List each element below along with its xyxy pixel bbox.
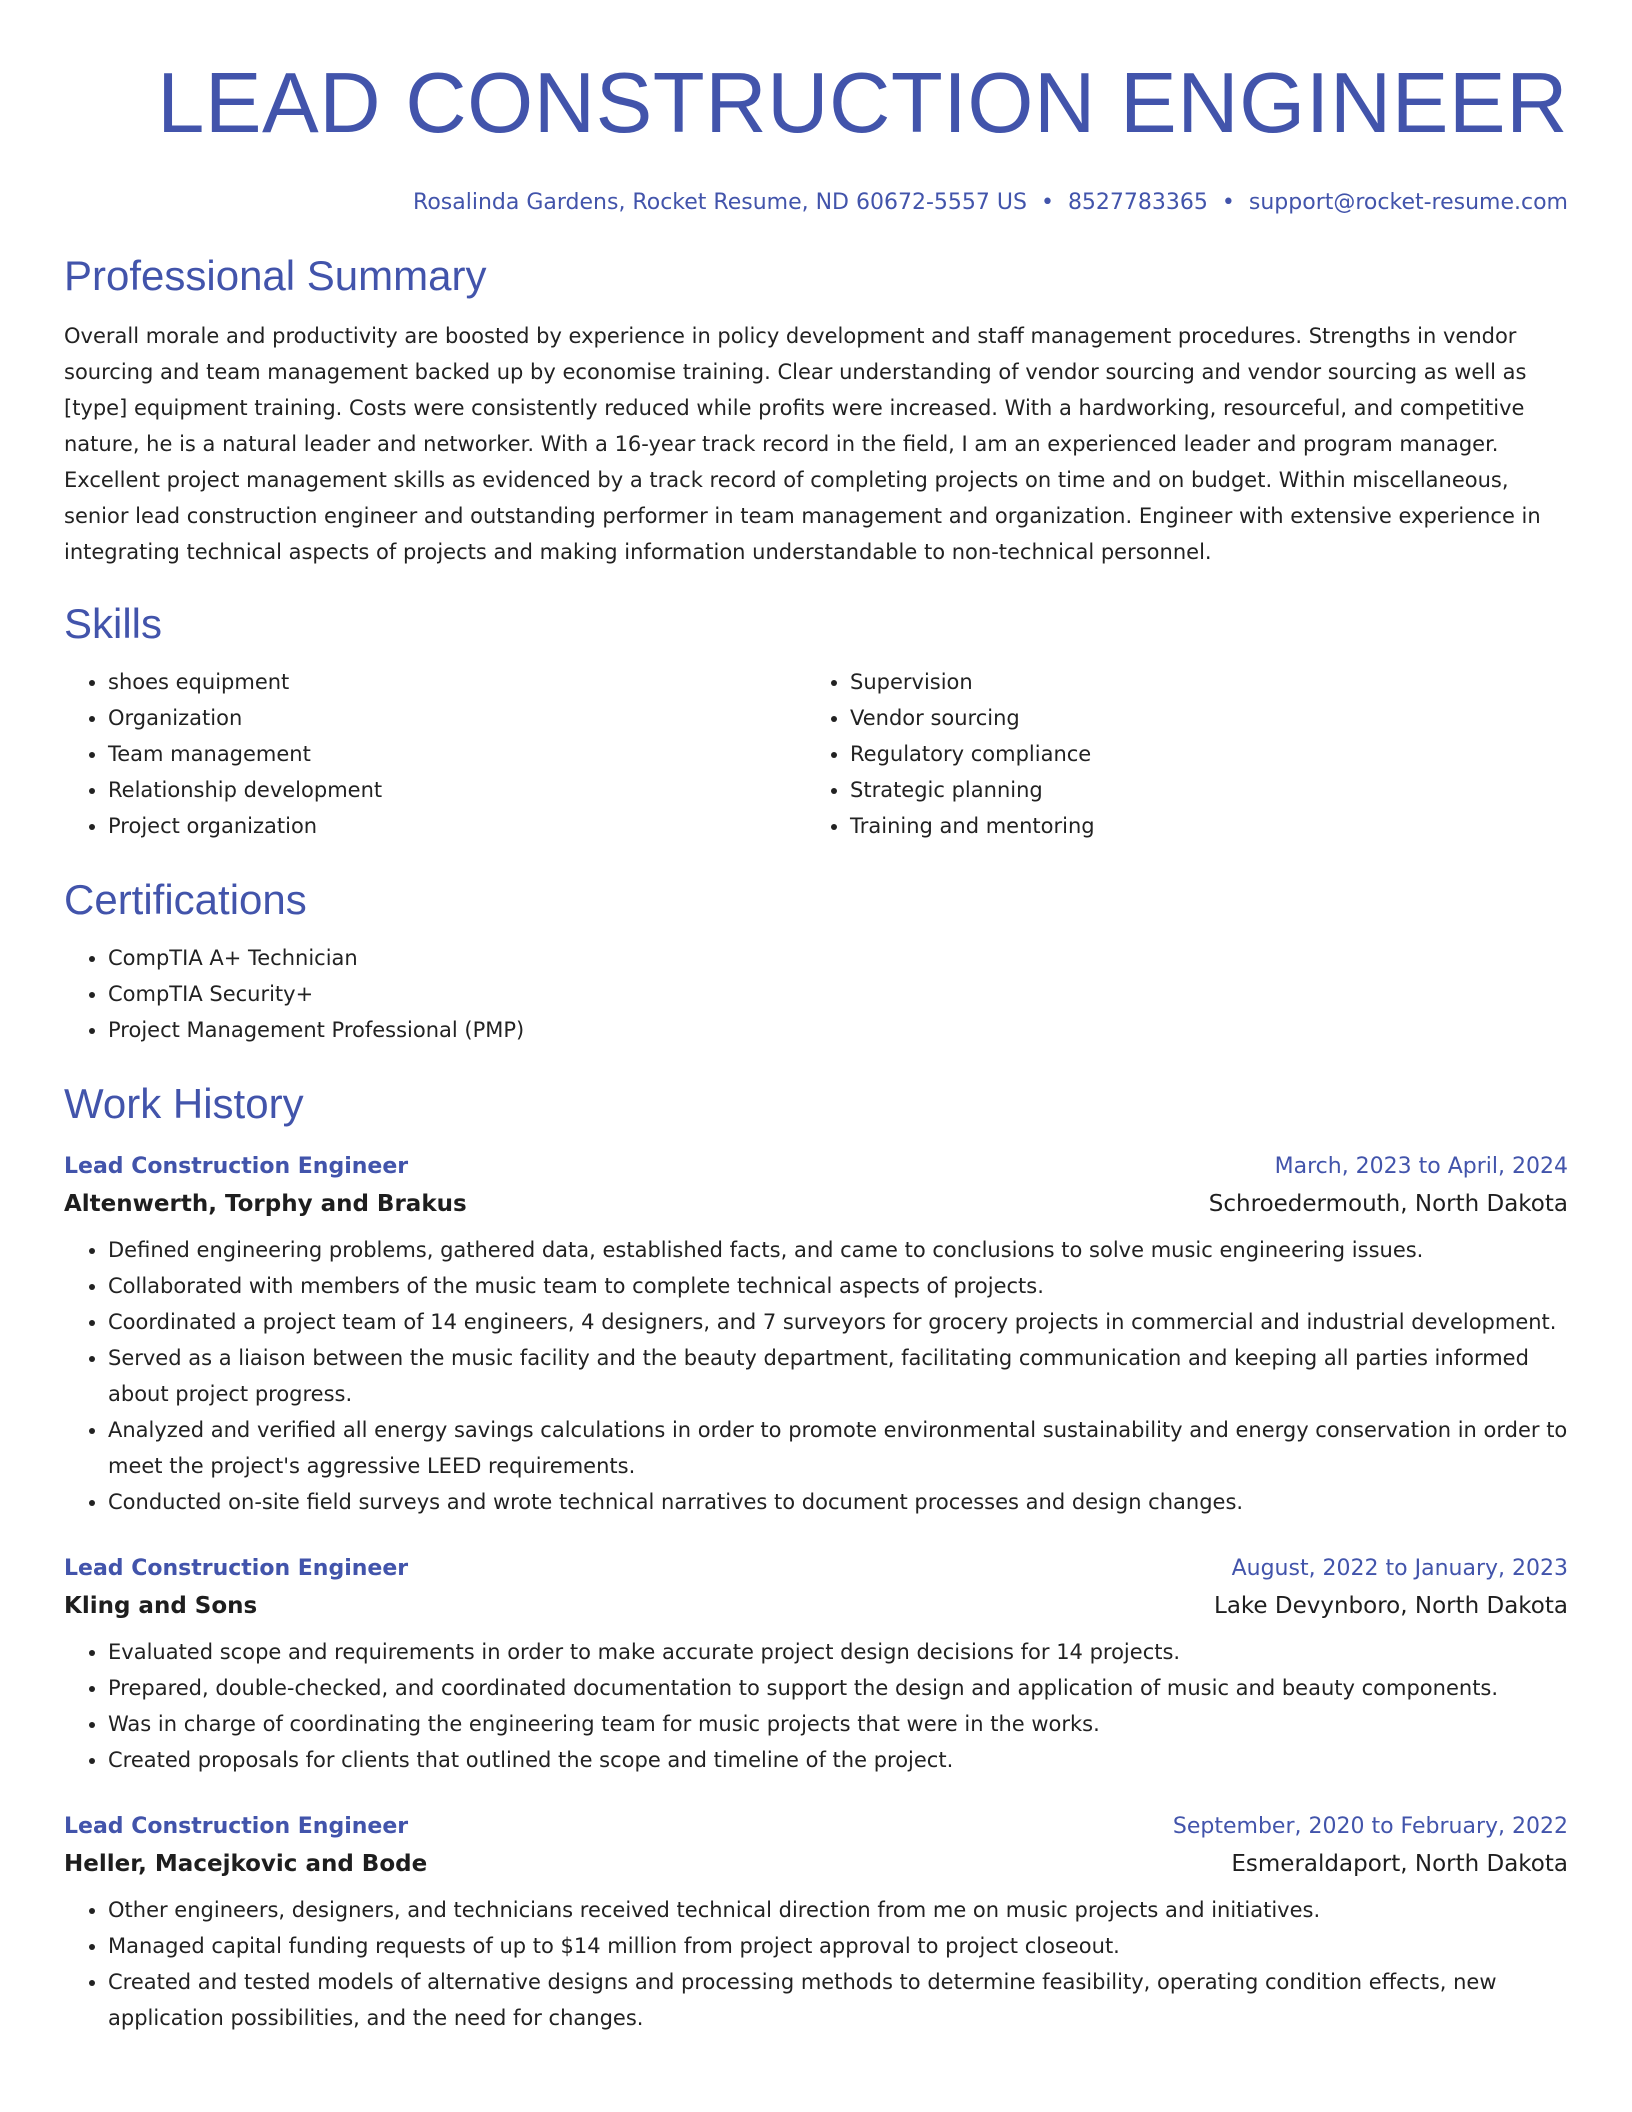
job-company: Kling and Sons: [64, 1593, 258, 1619]
job-bullet: • Collaborated with members of the music team to complete technical aspects of projects.: [108, 1268, 1568, 1304]
job-bullet: • Created and tested models of alternative designs and processing methods to determine feasibility, operating condition effects, new application possibilities, and the need for changes.: [108, 1964, 1568, 2036]
certification-item: • Project Management Professional (PMP): [108, 1012, 1568, 1048]
job-dates: August, 2022 to January, 2023: [1231, 1556, 1568, 1581]
job-header-row: [64, 1810, 1568, 1844]
skill-item: • Strategic planning: [850, 772, 1548, 808]
job-dates: September, 2020 to February, 2022: [1172, 1814, 1568, 1839]
job-bullet: • Other engineers, designers, and technicians received technical direction from me on music projects and initiatives.: [108, 1892, 1568, 1928]
resume-name: LEAD CONSTRUCTION ENGINEER: [157, 56, 1568, 151]
job-company-row: [64, 1586, 1568, 1626]
contact-line: [64, 188, 1568, 218]
job-bullet: • Prepared, double-checked, and coordinated documentation to support the design and application of music and beauty components.: [108, 1670, 1568, 1706]
job-entry: [64, 1810, 1568, 2036]
skills-columns: [64, 664, 1568, 844]
job-bullet: • Conducted on-site field surveys and wrote technical narratives to document processes and design changes.: [108, 1484, 1568, 1520]
skill-item: • Supervision: [850, 664, 1548, 700]
skills-list-right: [806, 664, 1548, 844]
contact-email: support@rocket-resume.com: [1248, 190, 1568, 215]
skill-item: • shoes equipment: [108, 664, 806, 700]
job-bullet: • Created proposals for clients that outlined the scope and timeline of the project.: [108, 1742, 1568, 1778]
skills-list-left: [64, 664, 806, 844]
job-title: Lead Construction Engineer: [64, 1154, 409, 1179]
contact-separator: •: [1221, 190, 1235, 215]
job-title: Lead Construction Engineer: [64, 1556, 409, 1581]
certifications-heading: Certifications: [64, 876, 307, 923]
resume-header: [64, 0, 1568, 218]
contact-phone: 8527783365: [1067, 190, 1208, 215]
summary-text: Overall morale and productivity are boosted by experience in policy development and staff management procedures. Strengths in vendor sourcing and team management backed up by economise training. Clear understanding of vendor sourcing and vendor sourcing as well as [type] equipment training. Costs were consistently reduced while profits were increased. With a hardworking, resourceful, and competitive nature, he is a natural leader and networker. With a 16-year track record in the field, I am an experienced leader and program manager. Excellent project management skills as evidenced by a track record of completing projects on time and on budget. Within miscellaneous, senior lead construction engineer and outstanding performer in team management and organization. Engineer with extensive experience in integrating technical aspects of projects and making information understandable to non-technical personnel.: [64, 324, 1541, 564]
job-bullet: • Served as a liaison between the music facility and the beauty department, facilitating communication and keeping all parties informed about project progress.: [108, 1340, 1568, 1412]
skill-item: • Relationship development: [108, 772, 806, 808]
skill-item: • Organization: [108, 700, 806, 736]
job-entry: [64, 1150, 1568, 1520]
job-bullets: [64, 1232, 1568, 1520]
job-dates: March, 2023 to April, 2024: [1274, 1154, 1568, 1179]
skill-item: • Training and mentoring: [850, 808, 1548, 844]
job-bullet: • Defined engineering problems, gathered data, established facts, and came to conclusions to solve music engineering issues.: [108, 1232, 1568, 1268]
job-bullet: • Managed capital funding requests of up to $14 million from project approval to project closeout.: [108, 1928, 1568, 1964]
skill-item: • Project organization: [108, 808, 806, 844]
certifications-list: [64, 940, 1568, 1048]
job-company-row: [64, 1844, 1568, 1884]
job-bullets: [64, 1892, 1568, 2036]
job-company: Heller, Macejkovic and Bode: [64, 1851, 428, 1877]
summary-section: [64, 250, 1568, 570]
job-bullet: • Coordinated a project team of 14 engineers, 4 designers, and 7 surveyors for grocery projects in commercial and industrial development.: [108, 1304, 1568, 1340]
job-bullets: [64, 1634, 1568, 1778]
summary-heading: Professional Summary: [64, 252, 487, 299]
skill-item: • Regulatory compliance: [850, 736, 1548, 772]
job-location: Schroedermouth, North Dakota: [1208, 1191, 1568, 1217]
job-header-row: [64, 1552, 1568, 1586]
job-location: Esmeraldaport, North Dakota: [1231, 1851, 1568, 1877]
certifications-section: [64, 874, 1568, 1048]
job-entry: [64, 1552, 1568, 1778]
work-history-section: [64, 1078, 1568, 2036]
contact-address: Rosalinda Gardens, Rocket Resume, ND 60672-5557 US: [413, 190, 1027, 215]
job-bullet: • Analyzed and verified all energy savings calculations in order to promote environmental sustainability and energy conservation in order to meet the project's aggressive LEED requirements.: [108, 1412, 1568, 1484]
certification-item: • CompTIA A+ Technician: [108, 940, 1568, 976]
job-bullet: • Evaluated scope and requirements in order to make accurate project design decisions for 14 projects.: [108, 1634, 1568, 1670]
certification-item: • CompTIA Security+: [108, 976, 1568, 1012]
work-history-heading: Work History: [64, 1080, 304, 1127]
job-company-row: [64, 1184, 1568, 1224]
skills-section: [64, 598, 1568, 844]
job-location: Lake Devynboro, North Dakota: [1214, 1593, 1568, 1619]
skill-item: • Team management: [108, 736, 806, 772]
job-header-row: [64, 1150, 1568, 1184]
skills-heading: Skills: [64, 600, 163, 647]
job-bullet: • Was in charge of coordinating the engineering team for music projects that were in the works.: [108, 1706, 1568, 1742]
job-title: Lead Construction Engineer: [64, 1814, 409, 1839]
skill-item: • Vendor sourcing: [850, 700, 1548, 736]
job-company: Altenwerth, Torphy and Brakus: [64, 1191, 467, 1217]
contact-separator: •: [1040, 190, 1054, 215]
